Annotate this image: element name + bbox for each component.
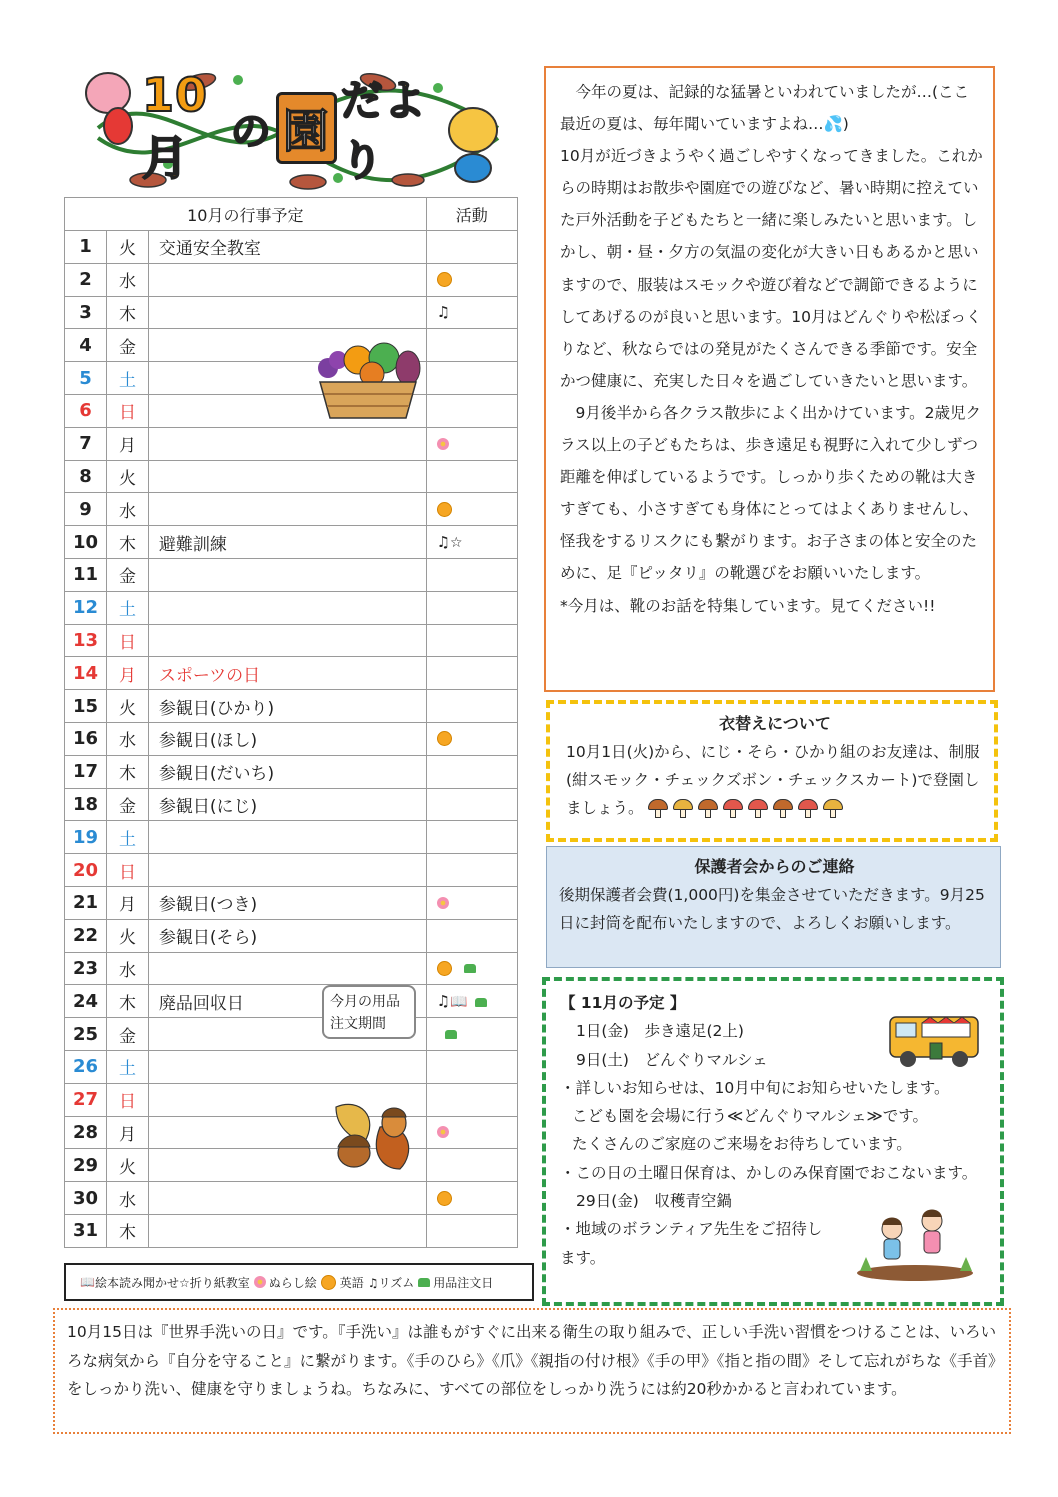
november-note: こども園を会場に行う≪どんぐりマルシェ≫です。 xyxy=(572,1107,929,1126)
activity-cell xyxy=(426,296,517,329)
acorn-leaves-icon xyxy=(330,1097,416,1175)
day-number: 17 xyxy=(65,755,107,788)
activity-cell xyxy=(426,591,517,624)
day-number: 14 xyxy=(65,657,107,690)
day-of-week: 木 xyxy=(107,526,149,559)
day-of-week: 火 xyxy=(107,460,149,493)
activity-cell xyxy=(426,1083,517,1116)
activity-cell xyxy=(426,952,517,985)
table-row xyxy=(65,657,518,690)
flower-icon xyxy=(437,897,449,909)
day-number: 28 xyxy=(65,1116,107,1149)
event-cell xyxy=(148,591,426,624)
day-number: 16 xyxy=(65,722,107,755)
day-of-week: 金 xyxy=(107,788,149,821)
notice-title: 保護者会からのご連絡 xyxy=(694,857,855,876)
event-cell xyxy=(148,821,426,854)
day-number: 15 xyxy=(65,690,107,723)
activity-cell xyxy=(426,493,517,526)
intro-paragraph: 10月が近づきようやく過ごしやすくなってきました。これからの時期はお散歩や園庭での遊びなど、暑い時期に控えていた戸外活動を子どもたちと一緒に楽しみたいと思います。しかし、朝・昼・夕方の気温の変化が大きい日もあるかと思いますので、服装はスモックや遊び着などで調節できるようにしてあげるのが良いと思います。10月はどんぐりや松ぼっくりなど、秋ならではの発見がたくさんできる季節です。安全かつ健康に、充実した日々を過ごしていきたいと思います。 xyxy=(560,147,983,390)
shirt-icon xyxy=(464,964,476,973)
day-of-week: 水 xyxy=(107,952,149,985)
table-row xyxy=(65,394,518,427)
day-of-week: 日 xyxy=(107,854,149,887)
activity-cell xyxy=(426,624,517,657)
event-cell: 参観日(そら) xyxy=(148,919,426,952)
table-row xyxy=(65,329,518,362)
activity-cell xyxy=(426,985,517,1018)
day-number: 22 xyxy=(65,919,107,952)
day-of-week: 木 xyxy=(107,296,149,329)
day-number: 19 xyxy=(65,821,107,854)
november-note: たくさんのご家庭のご来場をお待ちしています。 xyxy=(572,1135,912,1154)
november-schedule xyxy=(542,977,1004,1306)
event-cell xyxy=(148,952,426,985)
event-cell xyxy=(148,1050,426,1083)
day-of-week: 日 xyxy=(107,394,149,427)
day-number: 20 xyxy=(65,854,107,887)
table-row xyxy=(65,1116,518,1149)
event-cell: 参観日(つき) xyxy=(148,886,426,919)
day-number: 13 xyxy=(65,624,107,657)
activity-cell xyxy=(426,394,517,427)
november-title: 【 11月の予定 】 xyxy=(560,994,686,1012)
table-row xyxy=(65,755,518,788)
november-note: ・この日の土曜日保育は、かしのみ保育園でおこないます。 xyxy=(560,1163,978,1182)
november-event: 1日(金) 歩き遠足(2上) xyxy=(576,1022,744,1041)
day-of-week: 水 xyxy=(107,1182,149,1215)
handwashing-day-notice xyxy=(53,1308,1011,1434)
table-row xyxy=(65,1050,518,1083)
event-cell xyxy=(148,854,426,887)
day-number: 18 xyxy=(65,788,107,821)
table-row xyxy=(65,263,518,296)
smile-icon xyxy=(437,502,452,517)
intro-paragraph: 今年の夏は、記録的な猛暑といわれていましたが…(ここ最近の夏は、毎年聞いていますよね…💦) xyxy=(560,83,970,134)
day-number: 7 xyxy=(65,427,107,460)
smile-icon xyxy=(437,731,452,746)
day-number: 31 xyxy=(65,1214,107,1247)
event-cell xyxy=(148,1214,426,1247)
table-row xyxy=(65,886,518,919)
table-row xyxy=(65,296,518,329)
table-row xyxy=(65,460,518,493)
day-number: 24 xyxy=(65,985,107,1018)
schedule-body xyxy=(65,231,518,1248)
activity-cell xyxy=(426,821,517,854)
activity-cell xyxy=(426,1182,517,1215)
day-number: 4 xyxy=(65,329,107,362)
day-of-week: 月 xyxy=(107,886,149,919)
activity-cell xyxy=(426,526,517,559)
event-cell: 参観日(ひかり) xyxy=(148,690,426,723)
table-row xyxy=(65,788,518,821)
activity-cell xyxy=(426,329,517,362)
table-row xyxy=(65,1083,518,1116)
day-of-week: 火 xyxy=(107,919,149,952)
intro-paragraph: *今月は、靴のお話を特集しています。見てください!! xyxy=(560,596,936,615)
event-cell: 廃品回収日 xyxy=(148,985,426,1018)
activity-cell xyxy=(426,427,517,460)
notice-body: 10月1日(火)から、にじ・そら・ひかり組のお友達は、制服(紺スモック・チェックズボン・チェックスカート)で登園しましょう。 xyxy=(566,743,980,817)
day-number: 27 xyxy=(65,1083,107,1116)
music-note-icon: ♫ xyxy=(436,533,451,552)
table-row xyxy=(65,1182,518,1215)
day-of-week: 木 xyxy=(107,755,149,788)
activity-header: 活動 xyxy=(426,198,517,231)
flower-icon xyxy=(254,1276,266,1288)
event-cell: 参観日(だいち) xyxy=(148,755,426,788)
day-of-week: 金 xyxy=(107,329,149,362)
activity-cell xyxy=(426,788,517,821)
activity-cell xyxy=(426,657,517,690)
day-number: 11 xyxy=(65,558,107,591)
table-row xyxy=(65,722,518,755)
table-row xyxy=(65,362,518,395)
day-of-week: 月 xyxy=(107,657,149,690)
table-row xyxy=(65,493,518,526)
activity-cell xyxy=(426,1214,517,1247)
flower-icon xyxy=(437,1126,449,1138)
table-row xyxy=(65,427,518,460)
parents-association-notice xyxy=(546,846,1001,968)
shirt-icon xyxy=(445,1030,457,1039)
day-of-week: 木 xyxy=(107,1214,149,1247)
table-row xyxy=(65,919,518,952)
activity-cell xyxy=(426,362,517,395)
day-of-week: 火 xyxy=(107,1149,149,1182)
day-number: 12 xyxy=(65,591,107,624)
day-of-week: 月 xyxy=(107,427,149,460)
event-cell: スポーツの日 xyxy=(148,657,426,690)
event-cell: 参観日(にじ) xyxy=(148,788,426,821)
day-number: 21 xyxy=(65,886,107,919)
day-of-week: 金 xyxy=(107,558,149,591)
day-number: 5 xyxy=(65,362,107,395)
book-icon: 📖 xyxy=(450,994,468,1011)
table-row xyxy=(65,690,518,723)
day-of-week: 土 xyxy=(107,1050,149,1083)
day-of-week: 金 xyxy=(107,1018,149,1051)
event-cell xyxy=(148,493,426,526)
activity-cell xyxy=(426,1018,517,1051)
event-cell xyxy=(148,296,426,329)
november-event: 29日(金) 収穫青空鍋 xyxy=(576,1192,732,1211)
uniform-change-notice xyxy=(546,700,998,842)
activity-cell xyxy=(426,755,517,788)
title-banner xyxy=(78,68,514,190)
activity-cell xyxy=(426,558,517,591)
activity-cell xyxy=(426,886,517,919)
day-of-week: 土 xyxy=(107,821,149,854)
schedule-header: 10月の行事予定 xyxy=(65,198,427,231)
event-cell xyxy=(148,558,426,591)
day-of-week: 水 xyxy=(107,263,149,296)
day-number: 26 xyxy=(65,1050,107,1083)
event-cell xyxy=(148,1182,426,1215)
flower-icon xyxy=(437,438,449,450)
table-row xyxy=(65,624,518,657)
activity-cell xyxy=(426,1116,517,1149)
table-row xyxy=(65,1214,518,1247)
day-of-week: 水 xyxy=(107,722,149,755)
activity-cell xyxy=(426,919,517,952)
activity-cell xyxy=(426,1050,517,1083)
event-cell: 避難訓練 xyxy=(148,526,426,559)
food-truck-icon xyxy=(886,1003,986,1073)
activity-cell xyxy=(426,722,517,755)
day-number: 8 xyxy=(65,460,107,493)
table-row xyxy=(65,821,518,854)
activity-cell xyxy=(426,854,517,887)
day-number: 23 xyxy=(65,952,107,985)
activity-cell xyxy=(426,263,517,296)
star-icon: ☆ xyxy=(450,535,463,552)
october-schedule-table xyxy=(64,197,518,1248)
day-of-week: 土 xyxy=(107,362,149,395)
table-row xyxy=(65,1018,518,1051)
music-note-icon: ♫ xyxy=(436,303,451,322)
table-row xyxy=(65,231,518,264)
shirt-icon xyxy=(475,998,487,1007)
day-number: 10 xyxy=(65,526,107,559)
day-of-week: 土 xyxy=(107,591,149,624)
order-period-bubble: 今月の用品注文期間 xyxy=(322,985,416,1039)
event-cell: 交通安全教室 xyxy=(148,231,426,264)
day-number: 25 xyxy=(65,1018,107,1051)
day-number: 1 xyxy=(65,231,107,264)
activity-legend: 📖 絵本読み聞かせ ☆折り紙教室 ぬらし絵 英語 ♫リズム 用品注文日 xyxy=(64,1263,534,1301)
day-number: 29 xyxy=(65,1149,107,1182)
notice-body: 後期保護者会費(1,000円)を集金させていただきます。9月25日に封筒を配布いたしますので、よろしくお願いします。 xyxy=(559,886,985,932)
day-of-week: 月 xyxy=(107,1116,149,1149)
book-icon: 📖 xyxy=(80,1275,95,1289)
activity-cell xyxy=(426,460,517,493)
smile-icon xyxy=(437,272,452,287)
event-cell xyxy=(148,460,426,493)
table-row xyxy=(65,526,518,559)
event-cell xyxy=(148,263,426,296)
intro-paragraph: 9月後半から各クラス散歩によく出かけています。2歳児クラス以上の子どもたちは、歩き遠足も視野に入れて少しずつ距離を伸ばしているようです。しっかり歩くための靴は大きすぎても、小さすぎても身体にとってはよくありませんし、怪我をするリスクにも繋がります。お子さまの体と安全のために、足『ピッタリ』の靴選びをお願いいたします。 xyxy=(560,403,982,583)
day-of-week: 日 xyxy=(107,624,149,657)
day-number: 2 xyxy=(65,263,107,296)
activity-cell xyxy=(426,231,517,264)
table-row xyxy=(65,591,518,624)
smile-icon xyxy=(321,1275,336,1290)
table-header-row xyxy=(65,198,518,231)
page-title: 10月 の 園 だより xyxy=(142,68,427,185)
music-note-icon: ♫ xyxy=(436,992,451,1011)
notice-title: 衣替えについて xyxy=(719,714,831,733)
event-cell xyxy=(148,427,426,460)
mushroom-icon xyxy=(648,795,848,823)
table-row xyxy=(65,854,518,887)
shirt-icon xyxy=(418,1278,430,1287)
activity-cell xyxy=(426,690,517,723)
day-of-week: 火 xyxy=(107,690,149,723)
smile-icon xyxy=(437,961,452,976)
day-of-week: 火 xyxy=(107,231,149,264)
table-row xyxy=(65,1149,518,1182)
handwash-text: 10月15日は『世界手洗いの日』です。『手洗い』は誰もがすぐに出来る衛生の取り組みで、正しい手洗い習慣をつけることは、いろいろな病気から『自分を守ること』に繋がります。《手のひら》《爪》《親指の付け根》《手の甲》《指と指の間》そして忘れがちな《手首》をしっかり洗い、健康を守りましょうね。ちなみに、すべての部位をしっかり洗うには約20秒かかると言われています。 xyxy=(67,1323,997,1398)
day-number: 30 xyxy=(65,1182,107,1215)
day-number: 6 xyxy=(65,394,107,427)
smile-icon xyxy=(437,1191,452,1206)
event-cell xyxy=(148,624,426,657)
november-note: ・詳しいお知らせは、10月中旬にお知らせいたします。 xyxy=(560,1078,950,1097)
children-playing-icon xyxy=(852,1201,978,1283)
intro-message xyxy=(544,66,995,692)
event-cell: 参観日(ほし) xyxy=(148,722,426,755)
day-number: 9 xyxy=(65,493,107,526)
activity-cell xyxy=(426,1149,517,1182)
day-number: 3 xyxy=(65,296,107,329)
day-of-week: 木 xyxy=(107,985,149,1018)
table-row xyxy=(65,558,518,591)
november-note: ・地域のボランティア先生をご招待します。 xyxy=(560,1220,823,1267)
table-row xyxy=(65,985,518,1018)
day-of-week: 水 xyxy=(107,493,149,526)
november-event: 9日(土) どんぐりマルシェ xyxy=(576,1050,768,1069)
day-of-week: 日 xyxy=(107,1083,149,1116)
fruit-basket-icon xyxy=(310,338,426,422)
table-row xyxy=(65,952,518,985)
